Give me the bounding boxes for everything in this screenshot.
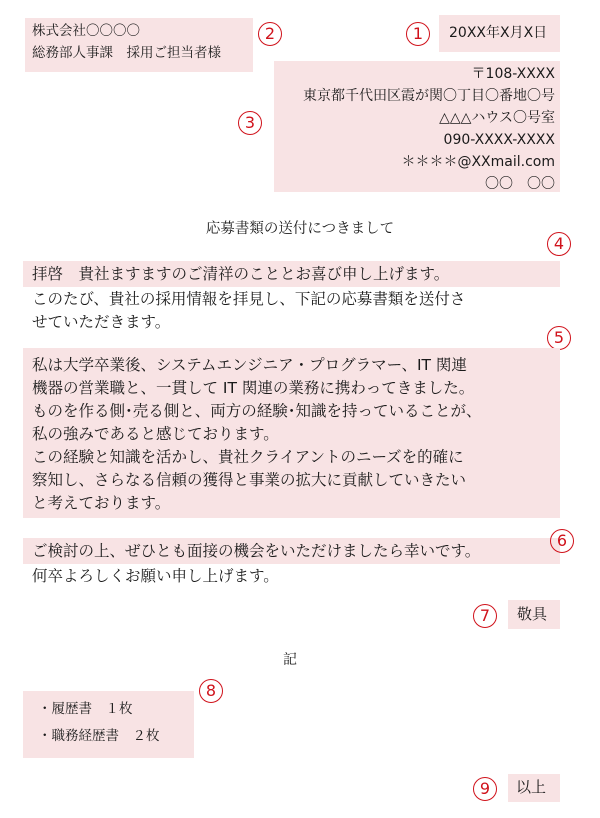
sender-address2: △△△ハウス〇号室 bbox=[439, 110, 555, 126]
marker-2-icon: 2 bbox=[257, 21, 283, 47]
recipient-company: 株式会社〇〇〇〇 bbox=[32, 23, 140, 39]
sender-phone: 090-XXXX-XXXX bbox=[443, 132, 555, 148]
pr-line: と考えております。 bbox=[32, 494, 171, 512]
enclosure-item: ・職務経歴書 ２枚 bbox=[38, 728, 160, 744]
closing-request: ご検討の上、ぜひとも面接の機会をいただけましたら幸いです。 bbox=[32, 542, 481, 560]
subject: 応募書類の送付につきまして bbox=[205, 221, 395, 237]
marker-6-icon: 6 bbox=[549, 528, 575, 554]
pr-line: 機器の営業職と、一貫して IT 関連の業務に携わってきました。 bbox=[32, 379, 475, 397]
sender-postal: 〒108-XXXX bbox=[471, 66, 555, 82]
intro-line-1: このたび、貴社の採用情報を拝見し、下記の応募書類を送付さ bbox=[32, 290, 466, 308]
pr-line: 私の強みであると感じております。 bbox=[32, 425, 279, 443]
pr-line: 私は大学卒業後、システムエンジニア・プログラマー、IT 関連 bbox=[32, 356, 467, 374]
pr-line: ものを作る側･売る側と、両方の経験･知識を持っていることが、 bbox=[32, 402, 482, 420]
ki: 記 bbox=[283, 652, 297, 668]
marker-4-icon: 4 bbox=[546, 231, 572, 257]
date: 20XX年X月X日 bbox=[449, 25, 548, 41]
pr-line: この経験と知識を活かし、貴社クライアントのニーズを的確に bbox=[32, 448, 464, 466]
marker-5-icon: 5 bbox=[546, 325, 572, 351]
recipient-department: 総務部人事課 採用ご担当者様 bbox=[32, 45, 221, 61]
sender-address1: 東京都千代田区霞が関〇丁目〇番地〇号 bbox=[303, 88, 555, 104]
marker-1-icon: 1 bbox=[405, 21, 431, 47]
opening: 拝啓 貴社ますますのご清祥のこととお喜び申し上げます。 bbox=[32, 265, 450, 283]
sender-email: ＊＊＊＊@XXmail.com bbox=[401, 154, 555, 170]
marker-9-icon: 9 bbox=[472, 776, 498, 802]
marker-7-icon: 7 bbox=[472, 603, 498, 629]
marker-8-icon: 8 bbox=[198, 678, 224, 704]
closing-word: 敬具 bbox=[517, 605, 548, 623]
closing-thanks: 何卒よろしくお願い申し上げます。 bbox=[32, 567, 279, 585]
pr-line: 察知し、さらなる信頼の獲得と事業の拡大に貢献していきたい bbox=[32, 471, 467, 489]
marker-3-icon: 3 bbox=[237, 110, 263, 136]
intro-line-2: せていただきます。 bbox=[32, 313, 171, 331]
enclosure-item: ・履歴書 １枚 bbox=[38, 701, 133, 717]
end-word: 以上 bbox=[516, 778, 547, 796]
sender-name: 〇〇 〇〇 bbox=[485, 176, 555, 192]
